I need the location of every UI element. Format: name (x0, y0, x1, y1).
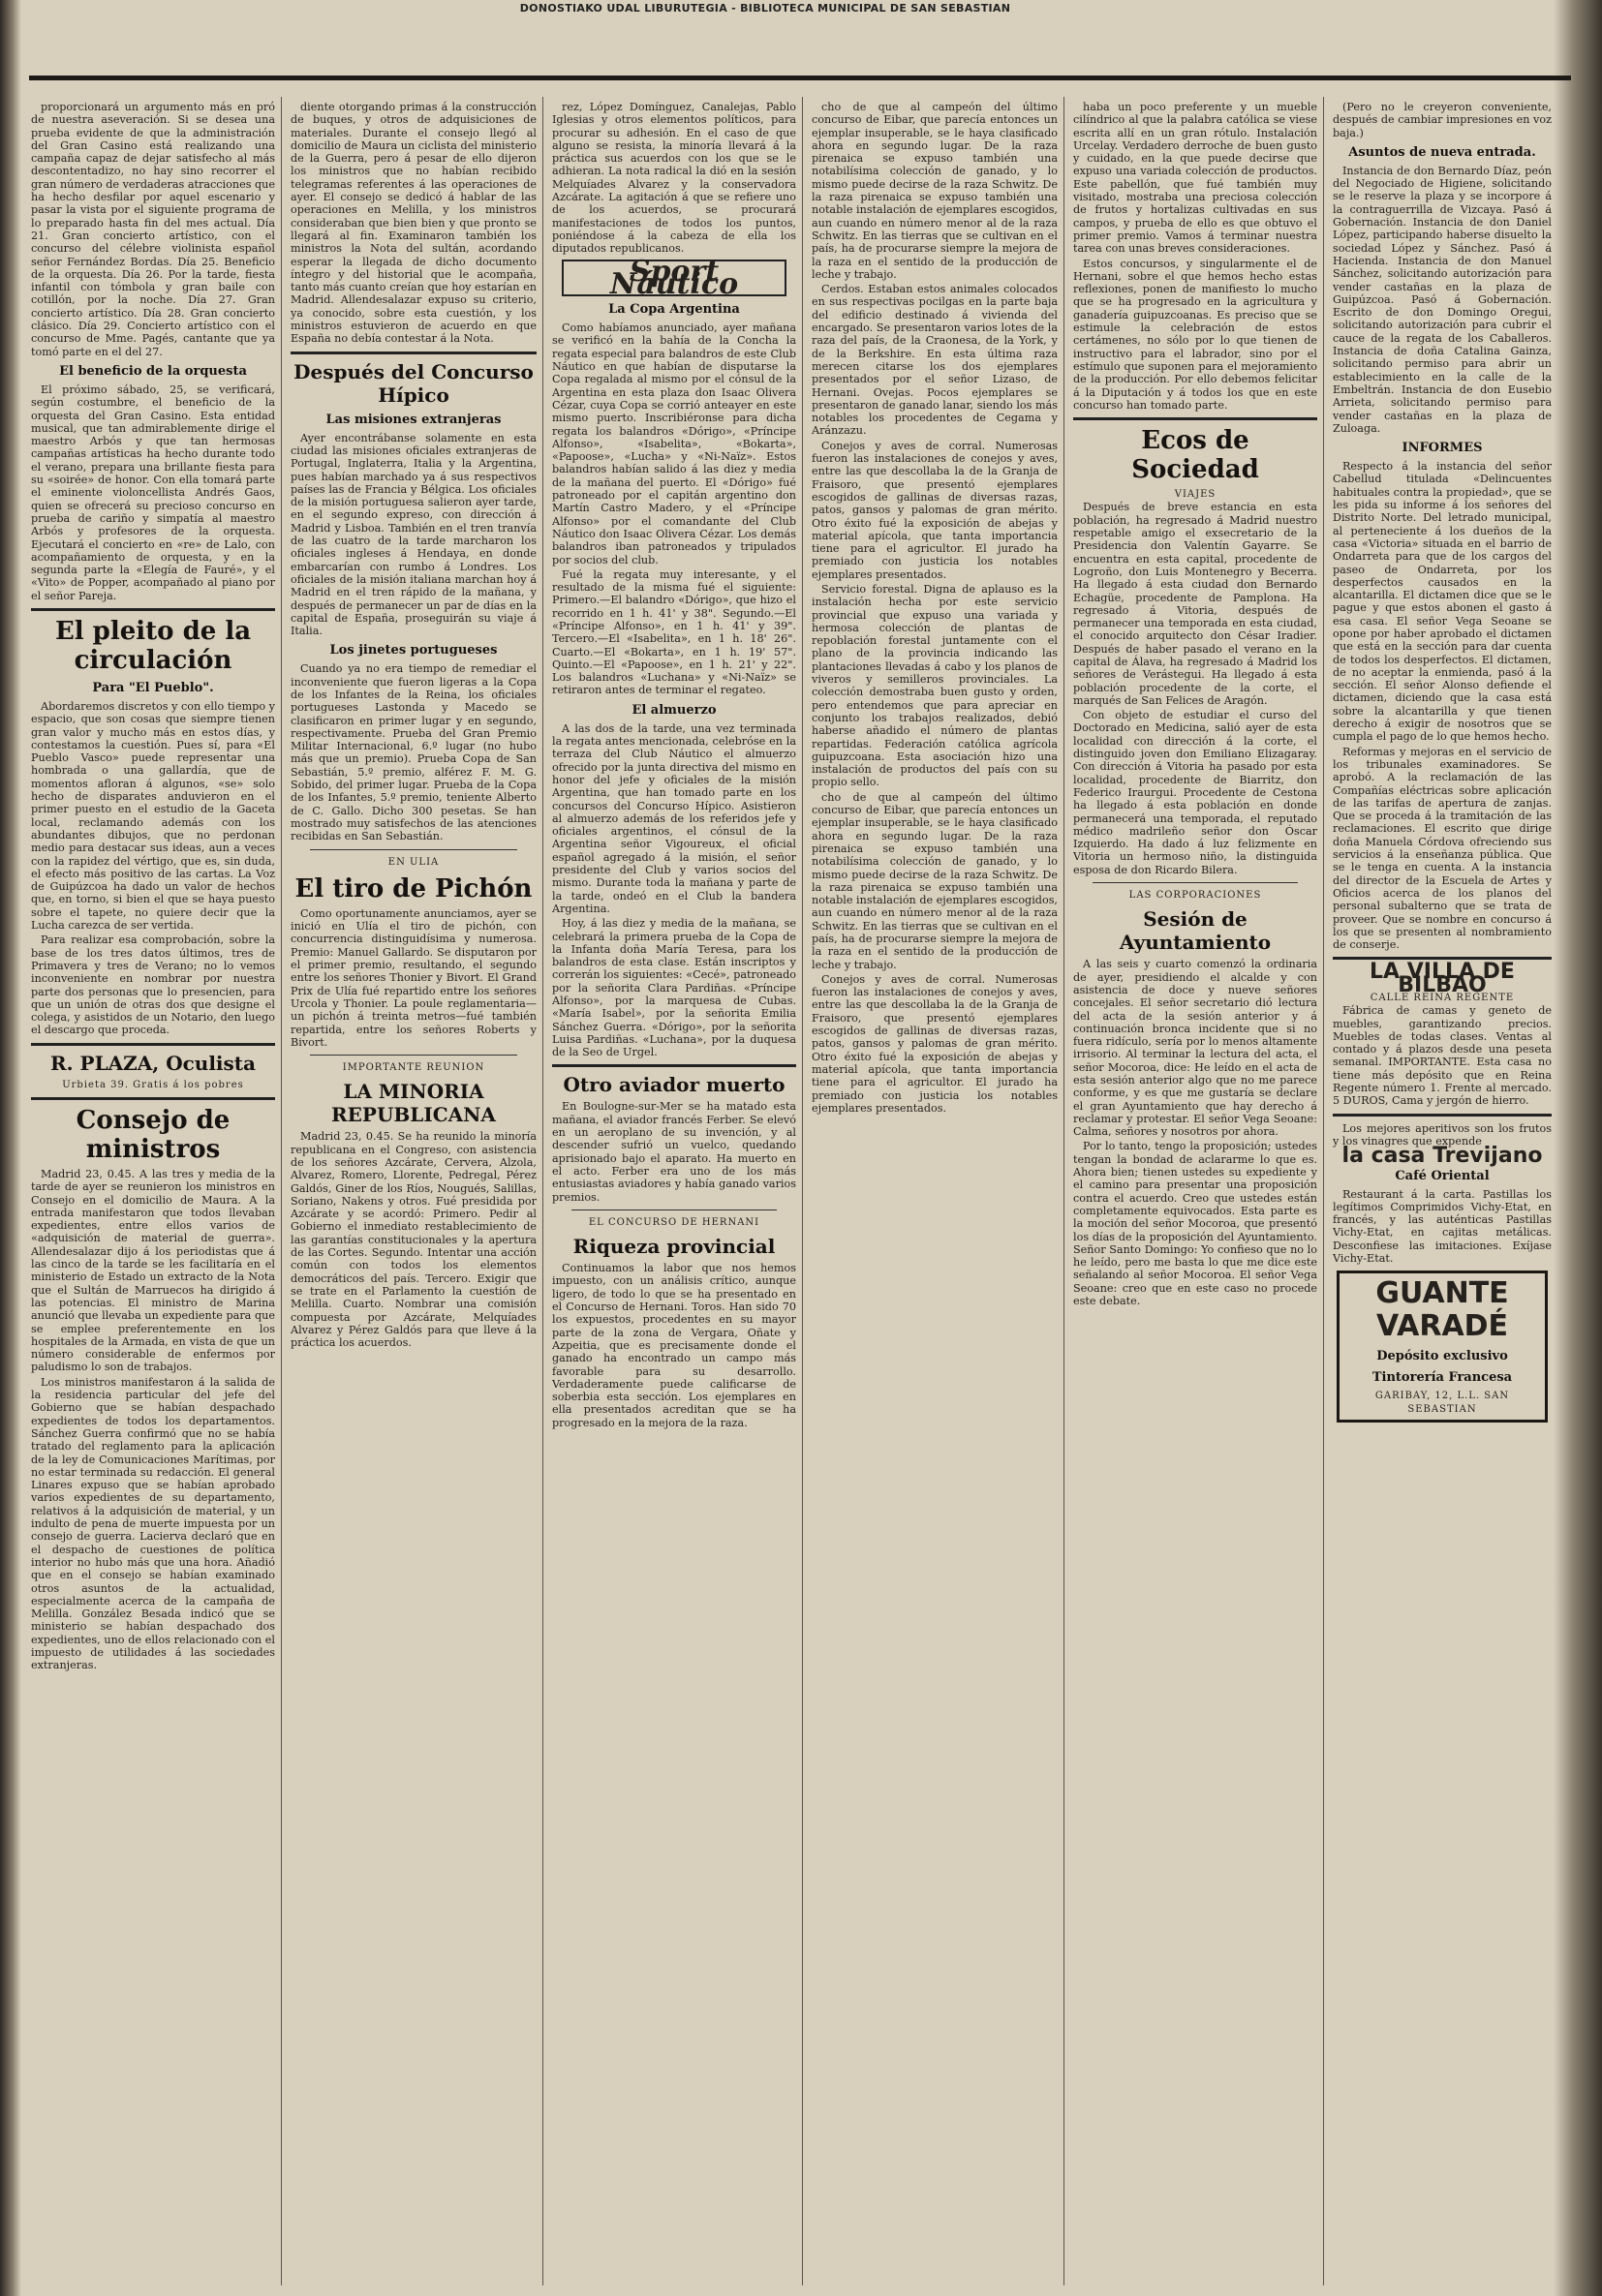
headline: Otro aviador muerto (563, 1073, 786, 1097)
kicker: IMPORTANTE REUNION (342, 1062, 485, 1074)
article-text: Cuando ya no era tiempo de remediar el inconveniente que fueron ligeras a la Copa de los Infantes de la Reina, los oficiales portugueses Lastonda y Macedo se clasificaron en primer lugar y en segundo, respectivamente. Prueba del Gran Premio Militar Internacional, 6.º lugar (no hubo más que un premio). Prueba Copa de San Sebastián, 5.º premio, alférez F. M. G. Sobido, del primer lugar. Prueba de la Copa de los Infantes, 5.º premio, teniente Alberto de C. Gallo. Dicho 300 pesetas. Se han mostrado muy satisfechos de las atenciones recibidas en San Sebastián. (291, 662, 537, 843)
binding-shadow-left (0, 0, 21, 2296)
kicker: VIAJES (1174, 489, 1217, 501)
advertisement-headline: GUANTE VARADÉ (1375, 1276, 1509, 1344)
article-text: Hoy, á las diez y media de la mañana, se celebrará la primera prueba de la Copa de la Infanta doña María Teresa, para los balandros de esta clase. Están inscriptos y correrán los siguientes: «Cecé», patroneado por la señorita Clara Pardiñas. «Príncipe Alfonso», por la marquesa de Cubas. «María Isabel», por la señorita Emilia Sánchez Guerra. «Dórigo», por la señorita Luisa Pardiñas. «Luchana», por la duquesa de la Seo de Urgel. (552, 917, 796, 1059)
headline: Después del Concurso Hípico (293, 359, 534, 407)
article-text: Los ministros manifestaron á la salida de la residencia particular del jefe del Gobierno que se habían despachado expedientes de todos los departamentos. Sánchez Guerra confirmó que no se había tratado del reglamento para la aplicación de la ley de Comunicaciones Marítimas, por no estar terminada su redacción. El general Linares expuso que se habían aprobado varios expedientes de su departamento, relativos á la adquisición de material, y un indulto de pena de muerte impuesta por un consejo de guerra. Lacierva declaró que en el despacho de cuestiones de política interior no hubo más que una hora. Añadió que en el consejo se habían examinado otros asuntos de la actualidad, especialmente acerca de la campaña de Melilla. González Besada indicó que se ministerio se habían despachado dos expedientes, uno de ellos relacionado con el impuesto de utilidades á las sociedades extranjeras. (31, 1375, 275, 1672)
subheadline: La Copa Argentina (608, 302, 740, 318)
section-rule (1073, 417, 1317, 420)
article-text: Cerdos. Estaban estos animales colocados en sus respectivas pocilgas en la parte baja del edificio destinado á vivienda del encargado. Se presentaron varios lotes de la raza del país, de la Craonesa, de la York, y de la Berkshire. En esta última raza merecen citarse los dos ejemplares presentados por el señor Lizaso, de Hernani. Ovejas. Pocos ejemplares se presentaron de ganado lanar, siendo los más notables los procedentes de Cegama y Aránzazu. (812, 283, 1058, 438)
column-2 (291, 101, 537, 2280)
section-rule (31, 1097, 275, 1100)
article-text: Respecto á la instancia del señor Cabellud titulada «Delincuentes habituales contra la propiedad», que se les pida su informe á los señores del Distrito Norte. Del letrado municipal, al perteneciente á los dueños de la casa «Victoria» situada en el barrio de Ondarreta para que de los cargos del paseo de Ondarreta, por los desperfectos causados en la alcantarilla. El dictamen dice que se le pague y que estos abonen el gasto á esa casa. El señor Vega Seoane se opone por haber aprobado el dictamen que está en la sección para dar cuenta de todos los desperfectos. El dictamen, de no aceptar la enmienda, pasó á la sección. El señor Alonso defiende el dictamen, diciendo que la casa está sobre la alcantarilla y que tienen derecho á exigir de nosotros que se cumpla el pago de lo que hemos hecho. (1333, 460, 1552, 744)
column-divider (542, 97, 543, 2285)
column-divider (281, 97, 282, 2285)
article-text: Instancia de don Bernardo Díaz, peón del Negociado de Higiene, solicitando se le reserve la plaza y se incorpore á la contraguerrilla de Vizcaya. Pasó á Gobernación. Instancia de don Daniel López, participando haberse disuelto la sociedad López y Sánchez. Pasó á Hacienda. Instancia de don Manuel Sánchez, solicitando autorización para vender castañas en la plaza de Guipúzcoa. Pasó á Gobernación. Escrito de don Domingo Oregui, solicitando autorización para cubrir el cauce de la regata de los Caballeros. Instancia de doña Catalina Gainza, solicitando permiso para abrir un establecimiento en la calle de la Embeltrán. Instancia de don Eusebio Arrieta, solicitando permiso para vender castañas en la plaza de Zuloaga. (1333, 164, 1552, 435)
article-text: Como habíamos anunciado, ayer mañana se verificó en la bahía de la Concha la regata especial para balandros de este Club Náutico en que habían de disputarse la Copa regalada al mismo por el cónsul de la Argentina en esta plaza don Isaac Olivera Cézar, cuya Copa se corrió anteayer en este mismo puerto. Inscribiéronse para dicha regata los balandros «Dórigo», «Príncipe Alfonso», «Isabelita», «Bokarta», «Papoose», «Lucha» y «Ni-Naïz». Estos balandros habían salido á las diez y media de la mañana del puerto. El «Dórigo» fué patroneado por el capitán argentino don Martín Castro Madero, y el «Príncipe Alfonso» por el comandante del Club Náutico don Isaac Olivera Cézar. Los demás balandros iban patroneados y tripulados por socios del club. (552, 321, 796, 566)
subheadline: INFORMES (1402, 441, 1483, 456)
article-text: Como oportunamente anunciamos, ayer se inició en Ulía el tiro de pichón, con concurrencia distinguidísima y numerosa. Premio: Manuel Gallardo. Se disputaron por el primer premio, resultando, el segundo entre los señores Thonier y Bivort. El Grand Prix de Ulía fué repartido entre los señores Urcola y Thonier. La poule reglamentaria—un pichón á treinta metros—fué también repartida, entre los señores Roberts y Bivort. (291, 906, 537, 1049)
article-text: El próximo sábado, 25, se verificará, según costumbre, el beneficio de la orquesta del Gran Casino. Esta entidad musical, que tan admirablemente dirige el maestro Arbós y que tan hermosas campañas artísticas ha hecho durante todo el verano, prepara una brillante fiesta para su «soirée» de honor. Con ella tomará parte el eminente violoncellista Andrés Gaos, quien se ofrecerá su precioso concurso en prueba de cariño y simpatía al maestro Arbós y profesores de la orquesta. Ejecutará el concierto en «re» de Lalo, con acompañamiento de orquesta, y en la segunda parte la «Elegía de Fauré», y el «Vito» de Popper, acompañado al piano por el señor Pareja. (31, 383, 275, 602)
advertisement-text: Los mejores aperitivos son los frutos y los vinagres que expende (1333, 1121, 1552, 1148)
subheadline: El beneficio de la orquesta (59, 363, 247, 379)
subheadline: Las misiones extranjeras (325, 412, 502, 427)
column-3 (552, 101, 796, 2280)
advertisement-subtitle: Tintorería Francesa (1371, 1370, 1513, 1386)
advertisement-address: Urbieta 39. Gratis á los pobres (62, 1079, 244, 1090)
section-headline: Sport Náutico (562, 260, 786, 297)
page-edge-shadow (1554, 0, 1602, 2296)
advertisement-text: Restaurant á la carta. Pastillas los legítimos Comprimidos Vichy-Etat, en francés, y las auténticas Pastillas Vichy-Etat, en cajitas metálicas. Desconfiese las imitaciones. Exíjase Vichy-Etat. (1333, 1187, 1552, 1266)
advertisement-headline: LA VILLA DE BILBAO (1370, 960, 1515, 997)
article-text: haba un poco preferente y un mueble cilíndrico al que la palabra católica se viese escrita allí en un gran rótulo. Instalación Urcelay. Verdadero derroche de buen gusto y cuidado, en la que puede decirse que expuso una variada colección de productos. Este pabellón, que fué también muy visitado, mostraba una preciosa colección de frutos y hortalizas cultivadas en sus campos, y prueba de ello es que obtuvo el primer premio. Vamos á terminar nuestra tarea con unas breves consideraciones. (1073, 101, 1317, 256)
column-4 (812, 101, 1058, 2280)
advertisement-address: GARIBAY, 12, L.L. SAN SEBASTIAN (1374, 1391, 1510, 1415)
kicker: EN ULIA (387, 856, 440, 868)
article-text: A las dos de la tarde, una vez terminada la regata antes mencionada, celebróse en la terraza del Club Náutico el almuerzo ofrecido por la junta directiva del mismo en honor del jefe y oficiales de la misión Argentina, que han tomado parte en los concursos del Concurso Hípico. Asistieron al almuerzo además de los referidos jefe y oficiales argentinos, el cónsul de la Argentina señor Vigoureux, el oficial español agregado á la misión, el señor presidente del Club y varios socios del mismo. Durante toda la mañana y parte de la tarde, ondeó en el Club la bandera Argentina. (552, 721, 796, 915)
headline: LA MINORIA REPUBLICANA (331, 1080, 496, 1127)
headline: Riqueza provincial (572, 1235, 776, 1259)
article-text: diente otorgando primas á la construcción de buques, y otros de adquisiciones de materiales. Durante el consejo llegó al domicilio de Maura un ciclista del ministerio de la Guerra, pero á pesar de ello dijeron los ministros que no habían recibido telegramas referentes á las operaciones de ayer. El consejo se dedicó á hablar de las operaciones en Melilla, y los ministros consideraban que bien bien y que pronto se llegará al fin. Examinaron también los ministros la Nota del sultán, acordando esperar la llegada de dicho documento íntegro y del historial que le acompaña, tanto más cuanto creían que hoy estarían en Madrid. Allendesalazar expuso su criterio, ya conocido, sobre esta cuestión, y los ministros estuvieron de acuerdo en que España no debía contestar á la Nota. (291, 101, 537, 346)
section-rule (571, 1209, 777, 1210)
article-text: Conejos y aves de corral. Numerosas fueron las instalaciones de conejos y aves, entre las que descollaba la de la Granja de Fraisoro, que presentó ejemplares escogidos de gallinas de diversas razas, patos, gansos y palomas de gran mérito. Otro éxito fué la exposición de abejas y material apícola, que tanta importancia tiene para el agricultor. El jurado ha premiado con justicia los notables ejemplares presentados. (812, 439, 1058, 581)
section-rule (31, 608, 275, 611)
article-text: rez, López Domínguez, Canalejas, Pablo Iglesias y otros elementos políticos, para procurar su adhesión. En el caso de que alguno se resista, la minoría llevará á la práctica sus acuerdos con los que se le adhieran. La nota radical la dió en la sesión Melquíades Alvarez y la conservadora Azcárate. La agitación á que se refiere uno de los acuerdos, se procurará manifestaciones de todos los puntos, poniéndose á la cabeza de ella los diputados republicanos. (552, 101, 796, 256)
article-text: Reformas y mejoras en el servicio de los tribunales examinadores. Se aprobó. A la reclamación de las Compañías eléctricas sobre aplicación de las tarifas de apertura de zanjas. Que se proceda á la tramitación de las reclamaciones. El escrito que dirige doña Manuela Córdova ofreciendo sus servicios á la enseñanza pública. Que se le tenga en cuenta. A la instancia del director de la Escuela de Artes y Oficios acerca de los planos del personal subalterno que se trata de proveer. Que se nombre en concurso á los que se presenten al nombramiento de conserje. (1333, 745, 1552, 952)
column-5 (1073, 101, 1317, 2280)
article-text: Después de breve estancia en esta población, ha regresado á Madrid nuestro respetable amigo el exsecretario de la Presidencia don Valentín Gayarre. Se encuentra en esta capital, procedente de Logroño, don Luis Montenegro y Becerra. Ha llegado á esta ciudad don Bernardo Echagüe, procedente de Pamplona. Ha regresado á Vitoria, después de permanecer una temporada en esta ciudad, el conocido arquitecto don César Iradier. Después de haber pasado el verano en la capital de Álava, ha regresado á Madrid los señores de Verástegui. Ha llegado á esta población procedente de la corte, el marqués de San Felices de Aragón. (1073, 501, 1317, 707)
article-text: En Boulogne-sur-Mer se ha matado esta mañana, el aviador francés Ferber. Se elevó en un aeroplano de su invención, y al descender sufrió un vuelco, quedando aprisionado bajo el aparato. Ha muerto en el acto. Ferber era uno de los más entusiastas aviadores y había ganado varios premios. (552, 1100, 796, 1204)
article-text: Con objeto de estudiar el curso del Doctorado en Medicina, salió ayer de esta localidad con dirección á la corte, el distinguido joven don Emiliano Elizagaray. Con dirección á Vitoria ha pasado por esta localidad, procedente de Biarritz, don Federico Iraurgui. Procedente de Cestona ha llegado á esta población en donde permanecerá una temporada, el reputado médico madrileño señor don Óscar Izquierdo. Ha dado á luz felizmente en Vitoria un hermoso niño, la distinguida esposa de don Ricardo Bilera. (1073, 709, 1317, 876)
article-text: proporcionará un argumento más en pró de nuestra aseveración. Si se desea una prueba evidente de que la administración del Gran Casino está realizando una campaña capaz de dejar satisfecho al más descontentadizo, no hay sino recorrer el gran número de verdaderas atracciones que ha hecho desfilar por aquel escenario y pasar la vista por el siguiente programa de lo preparado hasta fin del mes actual. Día 21. Gran concierto artístico, con el concurso del célebre violinista español señor Fernández Bordas. Día 25. Beneficio de la orquesta. Día 26. Por la tarde, fiesta infantil con tómbola y gran baile con cotillón, por la noche. Día 27. Gran concierto artístico. Día 28. Gran concierto clásico. Día 29. Concierto artístico con el concurso de Mme. Pagés, cantante que ya tomó parte en el del 27. (31, 101, 275, 358)
subheadline: Los jinetes portugueses (329, 643, 498, 658)
column-1 (31, 101, 275, 2280)
section-rule (1093, 882, 1298, 883)
article-text: Conejos y aves de corral. Numerosas fueron las instalaciones de conejos y aves, entre las que descollaba la de la Granja de Fraisoro, que presentó ejemplares escogidos de gallinas de diversas razas, patos, gansos y palomas de gran mérito. Otro éxito fué la exposición de abejas y material apícola, que tanta importancia tiene para el agricultor. El jurado ha premiado con justicia los notables ejemplares presentados. (812, 972, 1058, 1115)
section-rule (31, 1043, 275, 1046)
article-text: cho de que al campeón del último concurso de Eibar, que parecía entonces un ejemplar insuperable, se le haya clasificado ahora en segundo lugar. De la raza pirenaica se expuso también una notabilísima colección de ganado, y lo mismo puede decirse de la raza Schwitz. De la raza pirenaica se expuso también una notable instalación de ejemplares escogidos, aun cuando en número menor al de la raza Schwitz. En las tierras que se cultivan en el país, ha de procurarse siempre la mejora de la raza en el sentido de la producción de leche y trabajo. (812, 101, 1058, 281)
advertisement-subtitle: Depósito exclusivo (1376, 1349, 1508, 1364)
article-text: A las seis y cuarto comenzó la ordinaria de ayer, presidiendo el alcalde y con asistencia de doce y nueve señores concejales. El señor secretario dió lectura del acta de la sesión anterior y á continuación bronca incidente que si no fuera ridículo, sería por lo menos altamente irrisorio. Al terminar la lectura del acta, el señor Mocoroa, dice: He leído en el acta de esta sesión anterior algo que no me parece conforme, y es que me gustaría se declare el gran Ayuntamiento que hay derecho á reclamar y protestar. El señor Vega Seoane: Calma, señores y nosotros por ahora. (1073, 958, 1317, 1139)
section-rule (552, 1064, 796, 1067)
section-rule (310, 849, 517, 850)
article-text: Madrid 23, 0.45. Se ha reunido la minoría republicana en el Congreso, con asistencia de los señores Azcárate, Cervera, Alzola, Alvarez, Romero, Llorente, Pedregal, Pérez Galdós, Giner de los Ríos, Nougués, Salillas, Soriano, Nakens y otros. Fué presidida por Azcárate y se acordó: Primero. Pedir al Gobierno el inmediato restablecimiento de las garantías constitucionales y la apertura de las Cortes. Segundo. Intentar una acción común con todos los elementos democráticos del país. Tercero. Exigir que se trate en el Parlamento la cuestión de Melilla. Cuarto. Nombrar una comisión compuesta por Azcárate, Melquíades Alvarez y Pérez Galdós para que lleve á la práctica los acuerdos. (291, 1130, 537, 1350)
subheadline: El almuerzo (632, 702, 717, 718)
article-text: Para realizar esa comprobación, sobre la base de los tres datos últimos, tres de Primavera y tres de Verano; no lo vemos inconveniente en nombrar por nuestra parte dos personas que lo presencien, para que un unión de otras dos que designe el colega, y asistidos de un Notario, den luego el descargo que proceda. (31, 934, 275, 1037)
subheadline: Asuntos de nueva entrada. (1348, 144, 1536, 160)
kicker: EL CONCURSO DE HERNANI (588, 1216, 760, 1228)
article-text: (Pero no le creyeron conveniente, después de cambiar impresiones en voz baja.) (1333, 101, 1552, 139)
advertisement-headline: la casa Trevijano (1341, 1144, 1543, 1169)
article-text: Ayer encontrábanse solamente en esta ciudad las misiones oficiales extranjeras de Portugal, Inglaterra, Italia y la Argentina, pues habían marchado ya á sus respectivos países las de Francia y Bélgica. Los oficiales de la misión portuguesa salieron ayer tarde, en el segundo expreso, con dirección á Madrid y Lisboa. También en el tren tranvía de las cuatro de la tarde marcharon los oficiales ingleses á Hendaya, en donde embarcarían con rumbo á Londres. Los oficiales de la misión italiana marchan hoy á Madrid en el tren rápido de la mañana, y después de permanecer un par de días en la capital de España, proseguirán su viaje á Italia. (291, 431, 537, 638)
headline: El tiro de Pichón (294, 873, 533, 903)
archive-header: DONOSTIAKO UDAL LIBURUTEGIA - BIBLIOTECA MUNICIPAL DE SAN SEBASTIAN (519, 2, 1011, 15)
article-text: Fué la regata muy interesante, y el resultado de la misma fué el siguiente: Primero.—El balandro «Dórigo», que hizo el recorrido en 1 h. 41' y 38". Segundo.—El «Príncipe Alfonso», en 1 h. 41' y 39". Tercero.—El «Isabelita», en 1 h. 18' 26". Cuarto.—El «Bokarta», en 1 h. 19' 57". Quinto.—El «Papoose», en 1 h. 21' y 22". Los balandros «Luchana» y «Ni-Naïz» se retiraron antes de terminar el regateo. (552, 567, 796, 697)
article-text: cho de que al campeón del último concurso de Eibar, que parecía entonces un ejemplar insuperable, se le haya clasificado ahora en segundo lugar. De la raza pirenaica se expuso también una notabilísima colección de ganado, y lo mismo puede decirse de la raza Schwitz. De la raza pirenaica se expuso también una notable instalación de ejemplares escogidos, aun cuando en número menor al de la raza Schwitz. En las tierras que se cultivan en el país, ha de procurarse siempre la mejora de la raza en el sentido de la producción de leche y trabajo. (812, 790, 1058, 971)
advertisement-subtitle: Café Oriental (1395, 1168, 1490, 1183)
headline: Ecos de Sociedad (1131, 426, 1259, 485)
column-divider (1063, 97, 1064, 2285)
advertisement-headline: R. PLAZA, Oculista (49, 1051, 256, 1075)
headline: El pleito de la circulación (54, 616, 252, 675)
article-text: Servicio forestal. Digna de aplauso es la instalación hecha por este servicio provincial que expuso una variada y hermosa colección de plantas de repoblación forestal juntamente con el plano de la provincia indicando las plantaciones llevadas á cabo y los planos de viveros y semilleros provinciales. La colección demostraba buen gusto y orden, pero entendemos que para apreciar en conjunto los trabajos realizados, debió haberse añadido el número de plantas repartidas. Federación católica agrícola guipuzcoana. Esta asociación hizo una instalación de productos del país con su propio sello. (812, 582, 1058, 789)
article-text: Madrid 23, 0.45. A las tres y media de la tarde de ayer se reunieron los ministros en Consejo en el domicilio de Maura. A la entrada manifestaron que todos llevaban expedientes, entre ellos varios de «adquisición de material de guerra». Allendesalazar dijo á los periodistas que á las cinco de la tarde se les facilitaría en el ministerio de Estado un extracto de la Nota que el Sultán de Marruecos ha dirigido á las potencias. El ministro de Marina anunció que llevaba un expediente para que se emplee preferentemente en los hospitales de la Armada, en vista de que un número considerable de enfermos por paludismo lo son de trabajos. (31, 1168, 275, 1374)
article-text: Abordaremos discretos y con ello tiempo y espacio, que son cosas que siempre tienen gran valor y mucho más en estos días, y contestamos la cuestión. Pues sí, para «El Pueblo Vasco» puede representar una hombrada o una gallardía, que de momentos afloran á algunos, «se» solo hecho de disparates anduvieron en el primer puesto en el estudio de la Gaceta local, reclamando además con los abundantes dibujos, que no perdonan medio para destacar sus ideas, aun a veces con la rapidez del vértigo, que es, sin duda, el efecto más positivo de las cartas. La Voz de Guipúzcoa ha dado un valor de hechos que, en torno, si bien el que se haya puesto sobre el tapete, no quiere decir que la Lucha carezca de ser vertida. (31, 699, 275, 933)
article-text: Por lo tanto, tengo la proposición; ustedes tengan la bondad de aclararme lo que es. Ahora bien; tienen ustedes su expediente y el camino para presentar una proposición contra el acuerdo. Creo que ustedes están completamente equivocados. Esta parte es la moción del señor Mocoroa, que presentó los días de la proposición del Ayuntamiento. Señor Santo Domingo: Yo confieso que no lo he leído, pero me basta lo que me dice este señalando al señor Mocoroa. El señor Vega Seoane: creo que en este caso no procede este debate. (1073, 1140, 1317, 1308)
article-text: Estos concursos, y singularmente el de Hernani, sobre el que hemos hecho estas reflexiones, ponen de manifiesto lo mucho que se ha progresado en la agricultura y ganadería guipuzcoanas. Es preciso que se estimule la celebración de estos certámenes, no sólo por lo que tienen de instructivo para el labrador, sino por el estímulo que suponen para el mejoramiento de la producción. Por ello debemos felicitar á la Diputación y á todos los que en este concurso han tomado parte. (1073, 257, 1317, 412)
advertisement-text: Fábrica de camas y geneto de muebles, garantizando precios. Muebles de todas clases. Ventas al contado y á plazos desde una peseta semanal. IMPORTANTE. Esta casa no tiene más depósito que en Reina Regente número 1. Frente al mercado. 5 DUROS, Cama y jergón de hierro. (1333, 1004, 1552, 1108)
headline: Consejo de ministros (76, 1106, 231, 1164)
top-rule (29, 76, 1571, 80)
article-text: Continuamos la labor que nos hemos impuesto, con un análisis crítico, aunque ligero, de todo lo que se ha presentado en el Concurso de Hernani. Toros. Han sido 70 los expuestos, procedentes en su mayor parte de la zona de Vergara, Oñate y Azpeitia, que es precisamente donde el ganado ha encontrado un campo más favorable para su desarrollo. Verdaderamente puede calificarse de soberbia esta sección. Los ejemplares en ella presentados acreditan que se ha progresado en la mejora de la raza. (552, 1262, 796, 1429)
column-divider (802, 97, 803, 2285)
column-6 (1333, 101, 1552, 2280)
advertisement-subtitle: CALLE REINA REGENTE (1370, 993, 1515, 1003)
column-divider (1323, 97, 1324, 2285)
subheadline: Para "El Pueblo". (92, 680, 214, 695)
section-rule (310, 1055, 517, 1056)
kicker: LAS CORPORACIONES (1128, 890, 1262, 902)
headline: Sesión de Ayuntamiento (1119, 907, 1272, 955)
section-rule (291, 352, 537, 354)
section-rule (1333, 1114, 1552, 1117)
guante-advertisement (1337, 1270, 1548, 1423)
